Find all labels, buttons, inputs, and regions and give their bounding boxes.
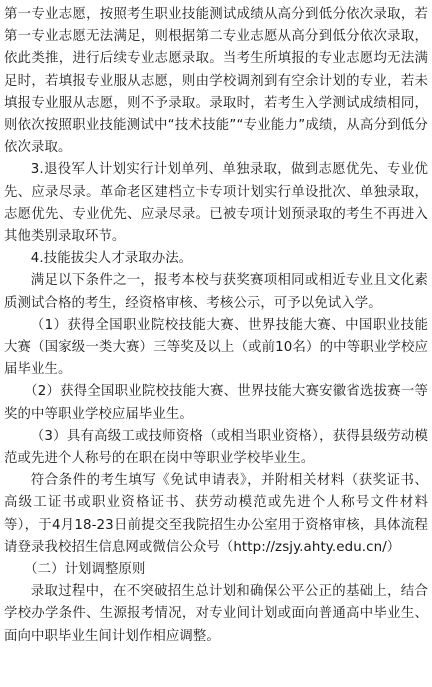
document-body: [4, 4, 428, 648]
paragraph-application-procedure: 符合条件的考生填写《免试申请表》，并附相关材料（获奖证书、高级工证书或职业资格证书、获劳动模范或先进个人称号文件材料等），于4月18-23日前提交至我院招生办公室用于资格审核，具体流程请登录我校招生信息网或微信公众号（http://zsjy.ahty.edu.cn/）: [4, 473, 428, 555]
paragraph-veterans-plan: 3.退役军人计划实行计划单列、单独录取，做到志愿优先、专业优先、应录尽录。革命老区建档立卡专项计划实行单设批次、单独录取，志愿优先、专业优先、应录尽录。已被专项计划预录取的考生不再进入其他类别录取环节。: [4, 162, 428, 245]
paragraph-exemption-conditions: 满足以下条件之一，报考本校与获奖赛项相同或相近专业且文化素质测试合格的考生，经资格审核、考核公示，可予以免试入学。: [4, 273, 428, 311]
paragraph-condition-1: （1）获得全国职业院校技能大赛、世界技能大赛、中国职业技能大赛（国家级一类大赛）三等奖及以上（或前10名）的中等职业学校应届毕业生。: [4, 317, 428, 378]
paragraph-condition-3: （3）具有高级工或技师资格（或相当职业资格），获得县级劳动模范或先进个人称号的在职在岗中等职业学校毕业生。: [4, 428, 428, 467]
paragraph-condition-2: （2）获得全国职业院校技能大赛、世界技能大赛安徽省选拔赛一等奖的中等职业学校应届毕业生。: [4, 384, 428, 422]
paragraph-admission-order: 第一专业志愿，按照考生职业技能测试成绩从高分到低分依次录取，若第一专业志愿无法满足，则根据第二专业志愿从高分到低分依次录取，依此类推，进行后续专业志愿录取。当考生所填报的专业志愿均无法满足时，若填报专业服从志愿，则由学校调剂到有空余计划的专业，若未填报专业服从志愿，则不予录取。录取时，若考生入学测试成绩相同，则依次按照职业技能测试中“技术技能”“专业能力”成绩，从高分到低分依次录取。: [4, 7, 428, 156]
paragraph-plan-adjustment: 录取过程中，在不突破招生总计划和确保公平公正的基础上，结合学校办学条件、生源报考情况，对专业间计划或面向普通高中毕业生、面向中职毕业生间计划作相应调整。: [4, 584, 428, 644]
paragraph-skill-talent-heading: 4.技能拔尖人才录取办法。: [30, 251, 193, 267]
section-heading-plan-adjustment: （二）计划调整原则: [24, 562, 146, 578]
